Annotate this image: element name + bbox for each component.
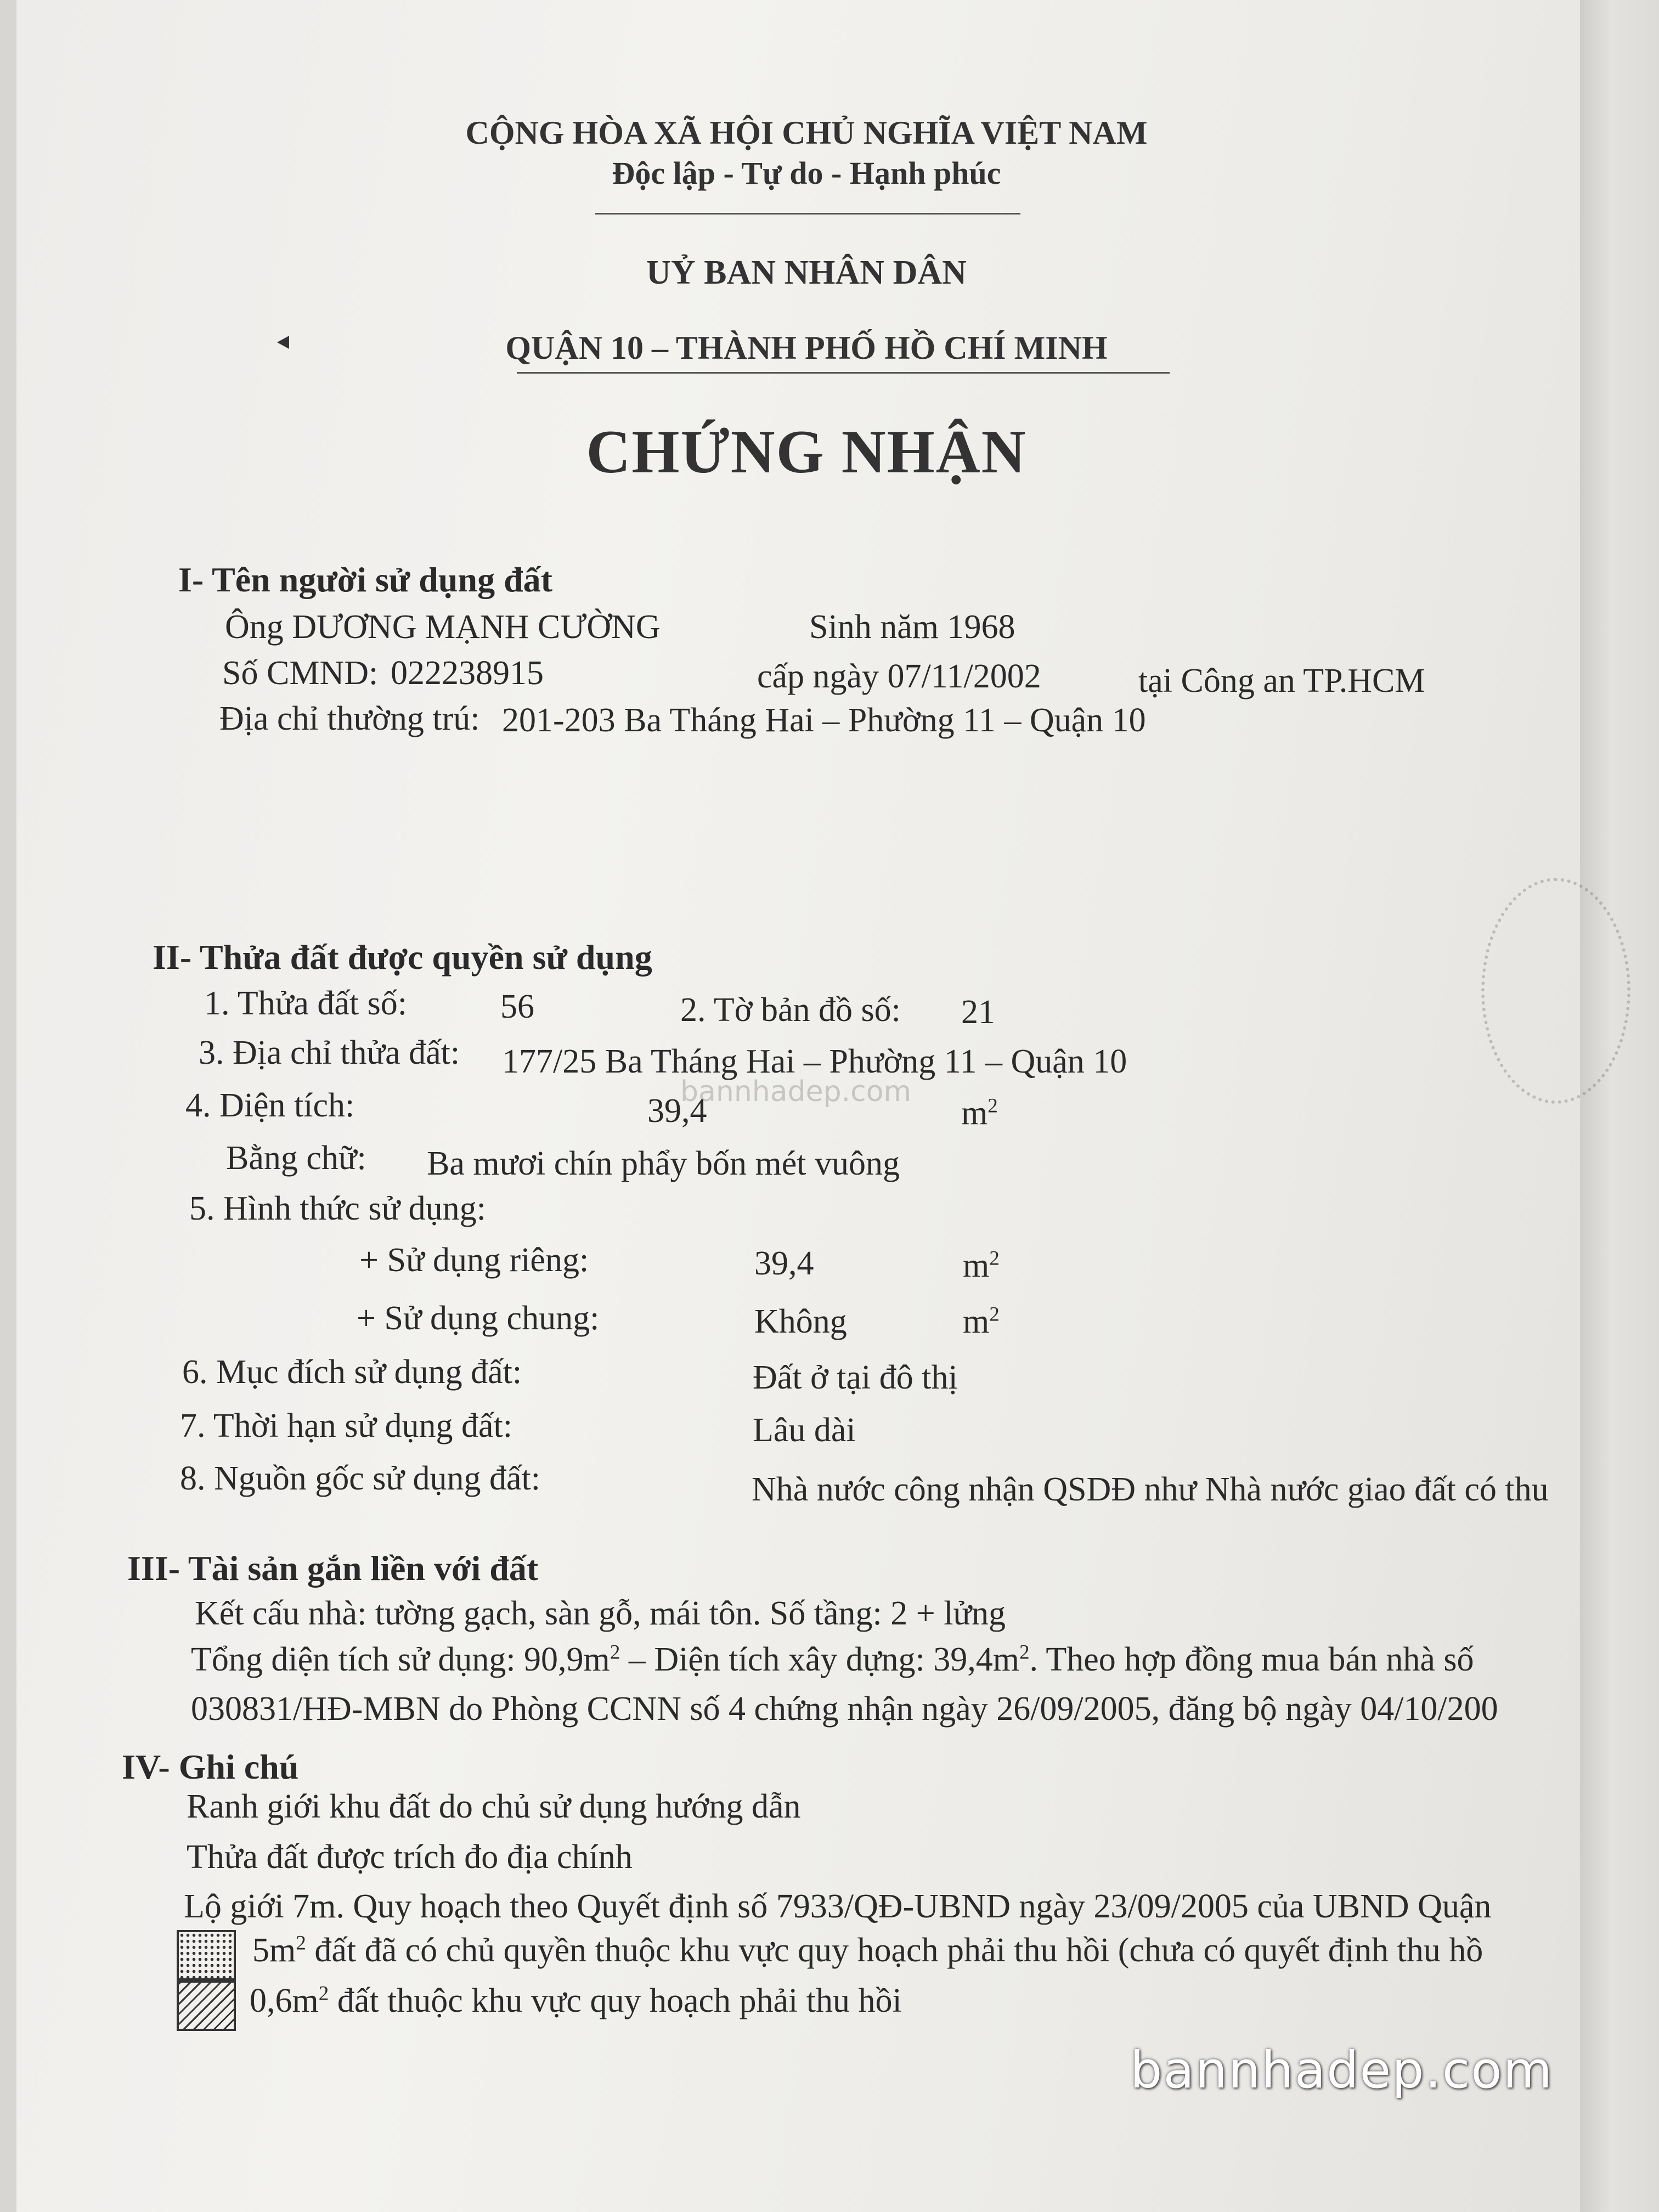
area-label: 4. Diện tích: (185, 1087, 355, 1124)
term-label: 7. Thời hạn sử dụng đất: (180, 1407, 512, 1444)
section-4-heading: IV- Ghi chú (122, 1747, 299, 1786)
house-structure: Kết cấu nhà: tường gạch, sàn gỗ, mái tôn. Số tầng: 2 + lửng (195, 1595, 1006, 1632)
purpose-label: 6. Mục đích sử dụng đất: (182, 1353, 522, 1391)
country-name: CỘNG HÒA XÃ HỘI CHỦ NGHĨA VIỆT NAM (465, 115, 1148, 151)
faint-watermark: bannhadep.com (680, 1075, 912, 1108)
private-use-unit: $m^2$ (963, 1247, 1000, 1284)
house-area: Tổng diện tích sử dụng: $90,9m^2$ – Diện tích xây dựng: $39,4m^2$. Theo hợp đồng mua bán nhà số (191, 1641, 1474, 1678)
private-use-label: + Sử dụng riêng: (359, 1242, 589, 1279)
id-issued-place: tại Công an TP.HCM (1138, 662, 1425, 699)
section-3-heading: III- Tài sản gắn liền với đất (127, 1549, 539, 1588)
motto-underline (595, 213, 1020, 215)
map-sheet-label: 2. Tờ bản đồ số: (680, 991, 901, 1029)
authority-name: UỶ BAN NHÂN DÂN (646, 254, 967, 291)
shared-use-label: + Sử dụng chung: (357, 1300, 600, 1337)
parcel-address-label: 3. Địa chỉ thửa đất: (199, 1034, 460, 1071)
area-in-words-value: Ba mươi chín phẩy bốn mét vuông (427, 1145, 900, 1182)
origin-label: 8. Nguồn gốc sử dụng đất: (180, 1460, 540, 1497)
legend-hatched-text: $0,6m^2$ đất thuộc khu vực quy hoạch phải thu hồi (250, 1982, 902, 2019)
private-use-value: 39,4 (754, 1245, 814, 1282)
parcel-address-value: 177/25 Ba Tháng Hai – Phường 11 – Quận 10 (502, 1043, 1127, 1080)
id-label: Số CMND: (222, 654, 379, 692)
shared-use-unit: $m^2$ (963, 1303, 1000, 1340)
section-1-heading: I- Tên người sử dụng đất (178, 560, 552, 599)
sale-contract: 030831/HĐ-MBN do Phòng CCNN số 4 chứng nhận ngày 26/09/2005, đăng bộ ngày 04/10/200 (191, 1690, 1498, 1728)
national-motto: Độc lập - Tự do - Hạnh phúc (612, 155, 1001, 191)
address-label: Địa chỉ thường trú: (219, 700, 480, 737)
area-unit: $m^2$ (961, 1094, 998, 1132)
district-underline (517, 372, 1170, 374)
note-boundary: Ranh giới khu đất do chủ sử dụng hướng dẫn (187, 1788, 801, 1825)
owner-birth-year: Sinh năm 1968 (809, 608, 1015, 646)
address-value: 201-203 Ba Tháng Hai – Phường 11 – Quận 10 (502, 702, 1146, 739)
site-watermark: bannhadep.com (1130, 2041, 1554, 2100)
usage-form-label: 5. Hình thức sử dụng: (189, 1190, 486, 1227)
district-name: QUẬN 10 – THÀNH PHỐ HỒ CHÍ MINH (505, 330, 1108, 366)
legend-dotted-text: $5m^2$ đất đã có chủ quyền thuộc khu vực quy hoạch phải thu hồi (chưa có quyết định thu hồ (252, 1932, 1483, 1969)
note-survey: Thửa đất được trích đo địa chính (187, 1838, 633, 1876)
legend-dotted-swatch (177, 1930, 236, 1980)
term-value: Lâu dài (753, 1412, 856, 1449)
id-value: 022238915 (391, 654, 544, 692)
document-title: CHỨNG NHẬN (586, 418, 1027, 486)
note-planning: Lộ giới 7m. Quy hoạch theo Quyết định số 7933/QĐ-UBND ngày 23/09/2005 của UBND Quận (184, 1888, 1492, 1925)
legend-hatched-swatch (177, 1980, 236, 2031)
section-2-heading: II- Thửa đất được quyền sử dụng (153, 938, 652, 977)
area-value: 39,4 (647, 1092, 707, 1130)
map-sheet-value: 21 (961, 994, 995, 1031)
faded-stamp (1481, 878, 1630, 1104)
parcel-label: 1. Thửa đất số: (204, 985, 407, 1022)
parcel-value: 56 (500, 988, 534, 1025)
shared-use-value: Không (754, 1303, 847, 1340)
origin-value: Nhà nước công nhận QSDĐ như Nhà nước giao đất có thu (752, 1471, 1549, 1508)
id-issued-date: cấp ngày 07/11/2002 (757, 658, 1041, 695)
area-in-words-label: Bằng chữ: (226, 1139, 366, 1177)
owner-name: Ông DƯƠNG MẠNH CƯỜNG (225, 608, 661, 646)
purpose-value: Đất ở tại đô thị (753, 1359, 958, 1396)
